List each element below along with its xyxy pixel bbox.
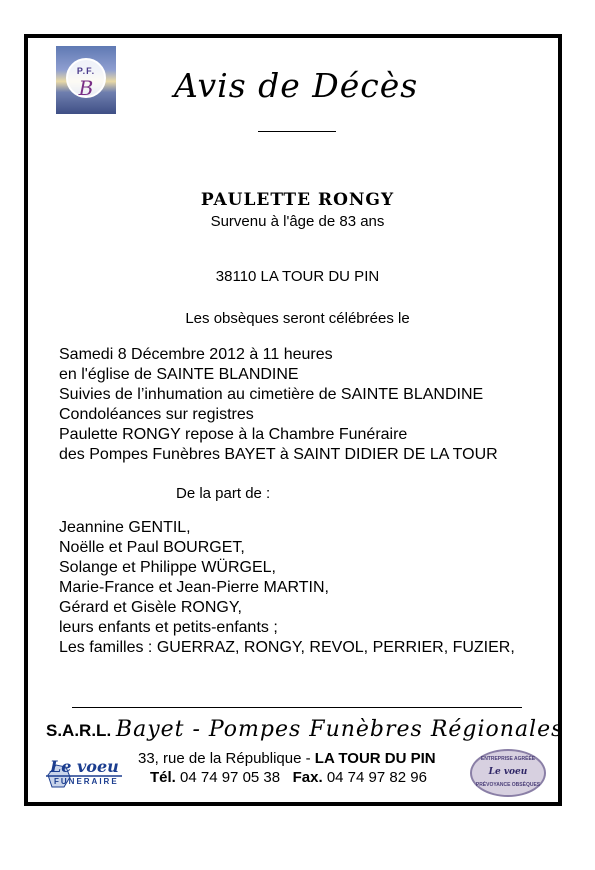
title-divider	[258, 131, 336, 132]
ceremony-intro: Les obsèques seront célébrées le	[185, 310, 410, 327]
family-line: leurs enfants et petits-enfants ;	[59, 619, 278, 636]
detail-line: Paulette RONGY repose à la Chambre Funéraire	[59, 426, 408, 443]
seal-bottom-text: PRÉVOYANCE OBSÈQUES	[475, 782, 541, 788]
notice-title: Avis de Décès	[174, 66, 419, 105]
family-line: Marie-France et Jean-Pierre MARTIN,	[59, 579, 329, 596]
badge-left-title: Le voeu	[50, 757, 119, 776]
detail-line: Condoléances sur registres	[59, 406, 254, 423]
seal-top-text: ENTREPRISE AGRÉÉE	[480, 756, 536, 762]
pf-bayet-logo	[56, 46, 116, 114]
ceremony-details	[59, 345, 498, 465]
detail-line: des Pompes Funèbres BAYET à SAINT DIDIER DE LA TOUR	[59, 446, 498, 463]
le-voeu-funeraire-logo	[44, 757, 124, 793]
address-city: LA TOUR DU PIN	[314, 750, 436, 767]
deceased-name: PAULETTE RONGY	[200, 190, 395, 210]
detail-line: en l'église de SAINTE BLANDINE	[59, 366, 299, 383]
location: 38110 LA TOUR DU PIN	[215, 268, 380, 285]
fax-label: Fax.	[292, 769, 323, 786]
family-list	[59, 518, 515, 658]
detail-line: Samedi 8 Décembre 2012 à 11 heures	[59, 346, 333, 363]
logo-initials: P.F.	[76, 66, 96, 76]
approved-company-seal	[470, 749, 546, 797]
family-line: Solange et Philippe WÜRGEL,	[59, 559, 276, 576]
family-line: Les familles : GUERRAZ, RONGY, REVOL, PERRIER, FUZIER,	[59, 639, 515, 656]
badge-left-subtitle: FUNERAIRE	[54, 777, 119, 786]
logo-letter: B	[78, 76, 94, 100]
tel-label: Tél.	[150, 769, 176, 786]
company-address	[138, 750, 436, 767]
address-street: 33, rue de la République -	[138, 750, 315, 767]
company-name: Bayet - Pompes Funèbres Régionales	[115, 717, 564, 742]
family-line: Gérard et Gisèle RONGY,	[59, 599, 242, 616]
deceased-age: Survenu à l'âge de 83 ans	[210, 213, 385, 230]
footer-divider	[72, 707, 522, 708]
fax-number: 04 74 97 82 96	[326, 769, 427, 786]
family-line: Jeannine GENTIL,	[59, 519, 191, 536]
detail-line: Suivies de l’inhumation au cimetière de SAINTE BLANDINE	[59, 386, 484, 403]
company-line	[46, 717, 563, 742]
company-phones	[150, 769, 427, 786]
family-line: Noëlle et Paul BOURGET,	[59, 539, 245, 556]
tel-number: 04 74 97 05 38	[180, 769, 281, 786]
company-prefix: S.A.R.L.	[46, 721, 112, 740]
from-label: De la part de :	[176, 485, 271, 502]
seal-mid-text: Le voeu	[488, 767, 528, 777]
